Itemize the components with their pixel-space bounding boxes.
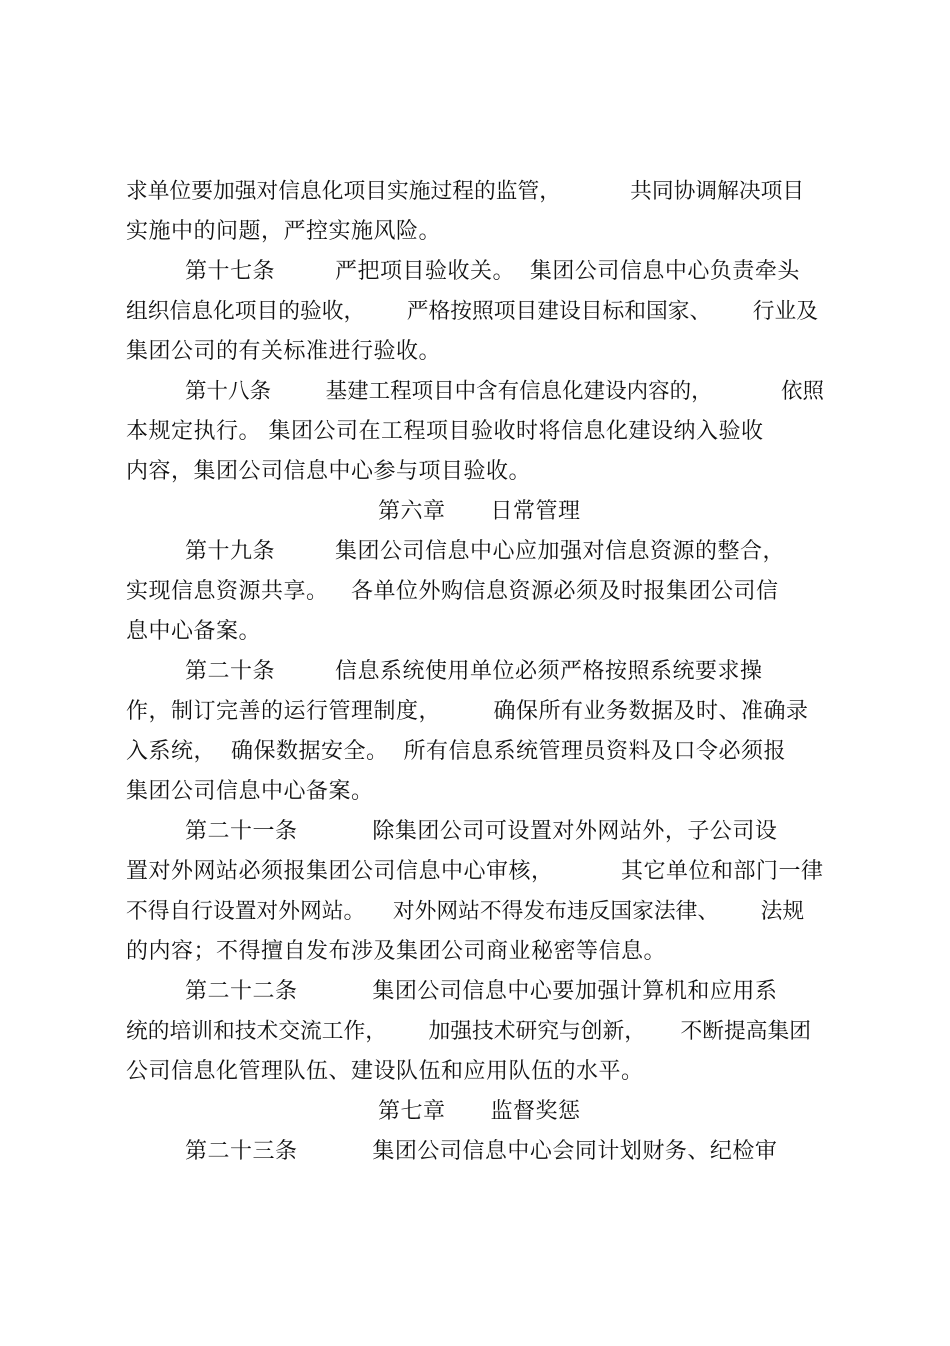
text-line: 公司信息化管理队伍、建设队伍和应用队伍的水平。 — [126, 1059, 644, 1084]
article-heading-line: 第二十条 信息系统使用单位必须严格按照系统要求操 — [185, 659, 763, 684]
text-line: 统的培训和技术交流工作， 加强技术研究与创新， 不断提高集团 — [126, 1019, 812, 1044]
text-line: 作，制订完善的运行管理制度， 确保所有业务数据及时、准确录 — [126, 699, 809, 724]
article-heading-line: 第二十三条 集团公司信息中心会同计划财务、纪检审 — [185, 1139, 778, 1164]
text-line: 不得自行设置对外网站。 对外网站不得发布违反国家法律、 法规 — [126, 899, 805, 924]
article-heading-line: 第二十一条 除集团公司可设置对外网站外，子公司设 — [185, 819, 778, 844]
chapter-heading: 第七章 监督奖惩 — [378, 1099, 581, 1124]
text-line: 实现信息资源共享。 各单位外购信息资源必须及时报集团公司信 — [126, 579, 779, 604]
text-line: 求单位要加强对信息化项目实施过程的监管， 共同协调解决项目 — [126, 179, 805, 204]
text-line: 内容，集团公司信息中心参与项目验收。 — [126, 459, 532, 484]
text-line: 置对外网站必须报集团公司信息中心审核， 其它单位和部门一律 — [126, 859, 824, 884]
article-heading-line: 第十八条 基建工程项目中含有信息化建设内容的， 依照 — [185, 379, 825, 404]
article-heading-line: 第十九条 集团公司信息中心应加强对信息资源的整合， — [185, 539, 785, 564]
text-line: 组织信息化项目的验收， 严格按照项目建设目标和国家、 行业及 — [126, 299, 818, 324]
text-line: 实施中的问题，严控实施风险。 — [126, 219, 442, 244]
text-line: 集团公司的有关标准进行验收。 — [126, 339, 442, 364]
text-line: 本规定执行。 集团公司在工程项目验收时将信息化建设纳入验收 — [126, 419, 764, 444]
article-heading-line: 第十七条 严把项目验收关。 集团公司信息中心负责牵头 — [185, 259, 800, 284]
text-line: 的内容；不得擅自发布涉及集团公司商业秘密等信息。 — [126, 939, 667, 964]
chapter-heading: 第六章 日常管理 — [378, 499, 581, 524]
article-heading-line: 第二十二条 集团公司信息中心要加强计算机和应用系 — [185, 979, 778, 1004]
text-line: 集团公司信息中心备案。 — [126, 779, 374, 804]
text-line: 入系统， 确保数据安全。 所有信息系统管理员资料及口令必须报 — [126, 739, 786, 764]
text-line: 息中心备案。 — [126, 619, 262, 644]
